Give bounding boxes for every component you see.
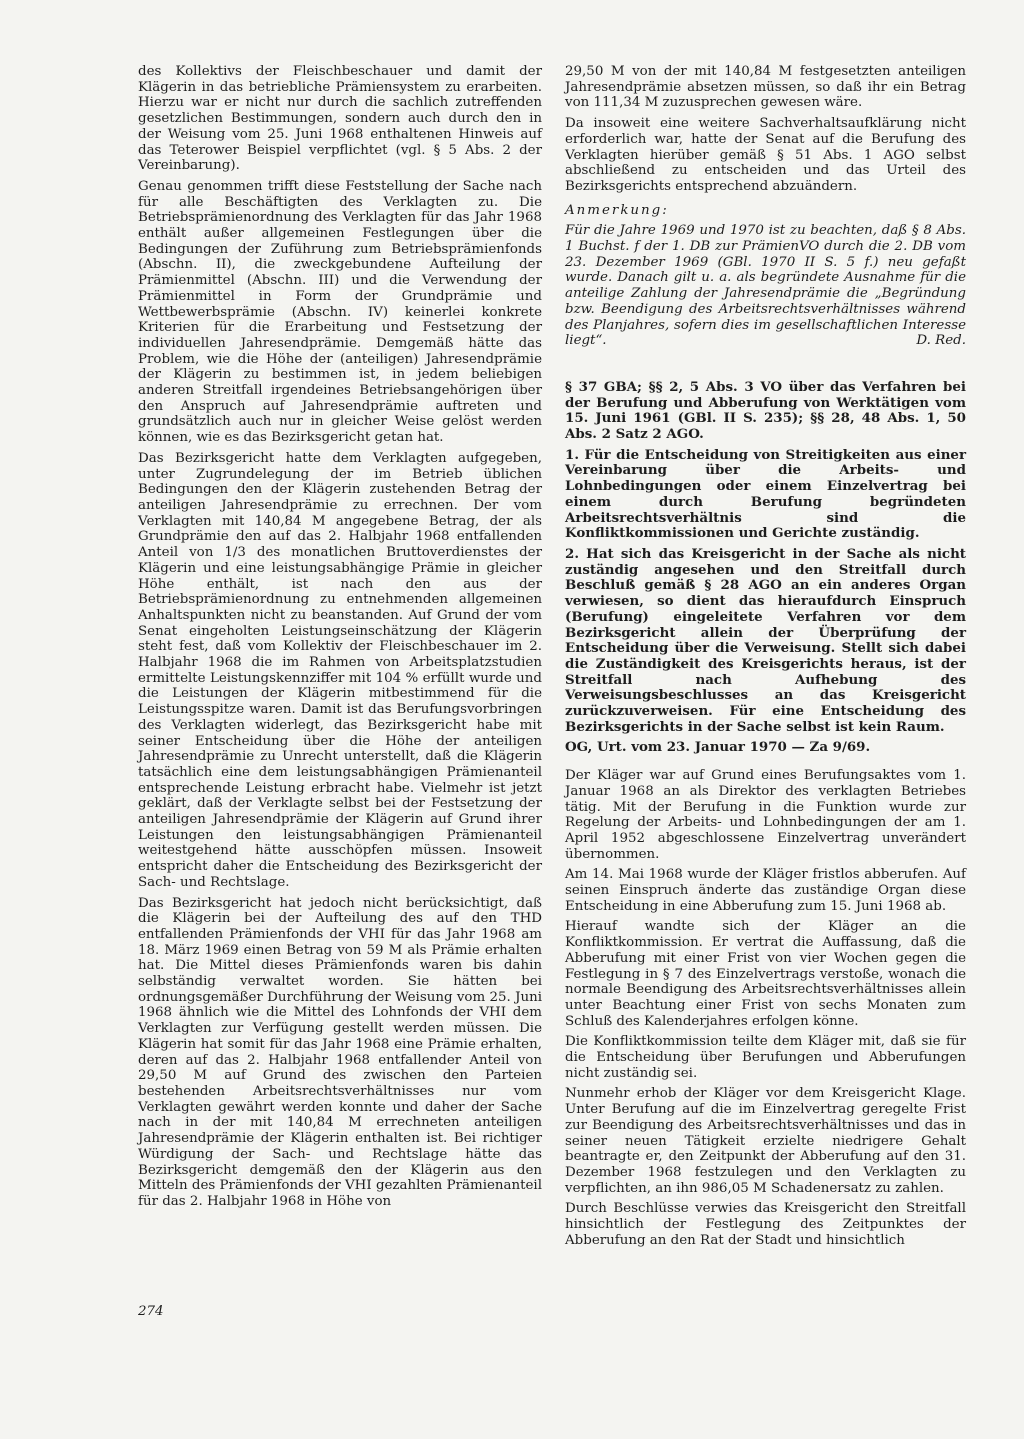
annotation-heading: Anmerkung: (565, 202, 669, 218)
annotation-text: Für die Jahre 1969 und 1970 ist zu beachten, daß § 8 Abs. 1 Buchst. f der 1. DB zur PrämienVO durch die 2. DB vom 23. Dezember 1969 (GBl. 1970 II S. 5 f.) neu gefaßt wurde. Danach gilt u. a. als begründete Ausnahme für die anteilige Zahlung der Jahresendprämie die „Begründung bzw. Beendigung des Arbeitsrechtsverhältnisses während des Planjahres, sofern dies im gesellschaftlichen Interesse liegt“. D. Red. (565, 223, 966, 349)
paragraph: Das Bezirksgericht hatte dem Verklagten aufgegeben, unter Zugrundelegung der im Betrieb üblichen Bedingungen den der Klägerin zustehenden Betrag der anteiligen Jahresendprämie zu errechnen. Der vom Verklagten mit 140,84 M angegebene Betrag, der als Grundprämie den auf das 2. Halbjahr 1968 entfallenden Anteil von 1/3 des monatlichen Bruttoverdienstes der Klägerin und eine leistungsabhängige Prämie in gleicher Höhe enthält, ist nach den aus der Betriebsprämienordnung zu entnehmenden allgemeinen Anhaltspunkten nicht zu beanstanden. Auf Grund der vom Senat eingeholten Leistungseinschätzung der Klägerin steht fest, daß vom Kollektiv der Fleischbeschauer im 2. Halbjahr 1968 die im Rahmen von Arbeitsplatzstudien ermittelte Leistungskennziffer mit 104 % erfüllt wurde und die Leistungen der Klägerin mitbestimmend für die Leistungsspitze waren. Damit ist das Berufungsvorbringen des Verklagten widerlegt, das Bezirksgericht habe mit seiner Entscheidung über die Höhe der anteiligen Jahresendprämie zu Unrecht unterstellt, daß die Klägerin tatsächlich eine dem leistungsabhängigen Prämienanteil entsprechende Leistung erbracht habe. Vielmehr ist jetzt geklärt, daß der Verklagte selbst bei der Festsetzung der anteiligen Jahresendprämie der Klägerin auf Grund ihrer Leistungen den leistungsabhängigen Prämienanteil weitestgehend hätte ausschöpfen müssen. Insoweit entspricht daher die Entscheidung des Bezirksgericht der Sach- und Rechtslage. (138, 450, 542, 890)
case-reference: OG, Urt. vom 23. Januar 1970 — Za 9/69. (565, 739, 871, 756)
headnote-citation: § 37 GBA; §§ 2, 5 Abs. 3 VO über das Verfahren bei der Berufung und Abberufung von Werktätigen vom 15. Juni 1961 (GBl. II S. 235); §§ 28, 48 Abs. 1, 50 Abs. 2 Satz 2 AGO. (565, 378, 966, 443)
right-column (565, 64, 966, 1254)
headnote-point-2: 2. Hat sich das Kreisgericht in der Sache als nicht zuständig angesehen und den Streitfall durch Beschluß gemäß § 28 AGO an ein anderes Organ verwiesen, so dient das hieraufdurch Einspruch (Berufung) eingeleitete Verfahren vor dem Bezirksgericht allein der Überprüfung der Entscheidung über die Verweisung. Stellt sich dabei die Zuständigkeit des Kreisgerichts heraus, ist der Streitfall nach Aufhebung des Verweisungsbeschlusses an das Kreisgericht zurückzuverweisen. Für eine Entscheidung des Bezirksgerichts in der Sache selbst ist kein Raum. (565, 545, 966, 735)
left-column (138, 64, 542, 1215)
paragraph: Der Kläger war auf Grund eines Berufungsaktes vom 1. Januar 1968 an als Direktor des verklagten Betriebes tätig. Mit der Berufung in die Funktion wurde zur Regelung der Arbeits- und Lohnbedingungen der am 1. April 1952 abgeschlossene Einzelvertrag unverändert übernommen. (565, 768, 966, 862)
annotation-signature: D. Red. (916, 333, 966, 349)
paragraph: Genau genommen trifft diese Feststellung der Sache nach für alle Beschäftigten des Verklagten zu. Die Betriebsprämienordnung des Verklagten für das Jahr 1968 enthält außer allgemeinen Festlegungen über die Bedingungen der Zuführung zum Betriebsprämienfonds (Abschn. II), die zweckgebundene Aufteilung der Prämienmittel (Abschn. III) und die Verwendung der Prämienmittel in Form der Grundprämie und Wettbewerbsprämie (Abschn. IV) keinerlei konkrete Kriterien für die Erarbeitung und Festsetzung der individuellen Jahresendprämie. Demgemäß hätte das Problem, wie die Höhe der (anteiligen) Jahresendprämie der Klägerin zu bestimmen ist, in jedem beliebigen anderen Streitfall irgendeines Betriebsangehörigen über den Anspruch auf Jahresendprämie auftreten und grundsätzlich auch nur in gleicher Weise gelöst werden können, wie es das Bezirksgericht getan hat. (138, 178, 542, 446)
paragraph: Nunmehr erhob der Kläger vor dem Kreisgericht Klage. Unter Berufung auf die im Einzelvertrag geregelte Frist zur Beendigung des Arbeitsrechtsverhältnisses und das in seiner neuen Tätigkeit erzielte niedrigere Gehalt beantragte er, den Zeitpunkt der Abberufung auf den 31. Dezember 1968 festzulegen und den Verklagten zu verpflichten, an ihn 986,05 M Schadenersatz zu zahlen. (565, 1086, 966, 1196)
paragraph: Da insoweit eine weitere Sachverhaltsaufklärung nicht erforderlich war, hatte der Senat auf die Berufung des Verklagten hierüber gemäß § 51 Abs. 1 AGO selbst abschließend zu entscheiden und das Urteil des Bezirksgerichts entsprechend abzuändern. (565, 116, 966, 194)
paragraph: 29,50 M von der mit 140,84 M festgesetzten anteiligen Jahresendprämie absetzen müssen, so daß ihr ein Betrag von 111,34 M zuzusprechen gewesen wäre. (565, 64, 966, 111)
paragraph: Hierauf wandte sich der Kläger an die Konfliktkommission. Er vertrat die Auffassung, daß die Abberufung mit einer Frist von vier Wochen gegen die Festlegung in § 7 des Einzelvertrags verstoße, wonach die normale Beendigung des Arbeitsrechtsverhältnisses allein unter Beachtung einer Frist von sechs Monaten zum Schluß des Kalenderjahres erfolgen könne. (565, 919, 966, 1029)
page-number: 274 (138, 1304, 164, 1319)
paragraph: Am 14. Mai 1968 wurde der Kläger fristlos abberufen. Auf seinen Einspruch änderte das zuständige Organ diese Entscheidung in eine Abberufung zum 15. Juni 1968 ab. (565, 867, 966, 914)
paragraph: Das Bezirksgericht hat jedoch nicht berücksichtigt, daß die Klägerin bei der Aufteilung des auf den THD entfallenden Prämienfonds der VHI für das Jahr 1968 am 18. März 1969 einen Betrag von 59 M als Prämie erhalten hat. Die Mittel dieses Prämienfonds waren bis dahin selbständig verwaltet worden. Sie hätten bei ordnungsgemäßer Durchführung der Weisung vom 25. Juni 1968 ähnlich wie die Mittel des Lohnfonds der VHI dem Verklagten zur Verfügung gestellt werden müssen. Die Klägerin hat somit für das Jahr 1968 eine Prämie erhalten, deren auf das 2. Halbjahr 1968 entfallender Anteil von 29,50 M auf Grund des zwischen den Parteien bestehenden Arbeitsrechtsverhältnisses nur vom Verklagten gewährt werden konnte und daher der Sache nach in der mit 140,84 M errechneten anteiligen Jahresendprämie der Klägerin enthalten ist. Bei richtiger Würdigung der Sach- und Rechtslage hätte das Bezirksgericht demgemäß den der Klägerin aus den Mitteln des Prämienfonds der VHI gezahlten Prämienanteil für das 2. Halbjahr 1968 in Höhe von (138, 895, 542, 1209)
paragraph: des Kollektivs der Fleischbeschauer und damit der Klägerin in das betriebliche Prämiensystem zu erarbeiten. Hierzu war er nicht nur durch die sachlich zutreffenden gesetzlichen Bestimmungen, sondern auch durch den in der Weisung vom 25. Juni 1968 enthaltenen Hinweis auf das Teterower Beispiel verpflichtet (vgl. § 5 Abs. 2 der Vereinbarung). (138, 64, 542, 174)
paragraph: Durch Beschlüsse verwies das Kreisgericht den Streitfall hinsichtlich der Festlegung des Zeitpunktes der Abberufung an den Rat der Stadt und hinsichtlich (565, 1201, 966, 1248)
paragraph: Die Konfliktkommission teilte dem Kläger mit, daß sie für die Entscheidung über Berufungen und Abberufungen nicht zuständig sei. (565, 1034, 966, 1081)
headnote-point-1: 1. Für die Entscheidung von Streitigkeiten aus einer Vereinbarung über die Arbeits- und Lohnbedingungen oder einem Einzelvertrag bei einem durch Berufung begründeten Arbeitsrechtsverhältnis sind die Konfliktkommissionen und Gerichte zuständig. (565, 446, 966, 542)
